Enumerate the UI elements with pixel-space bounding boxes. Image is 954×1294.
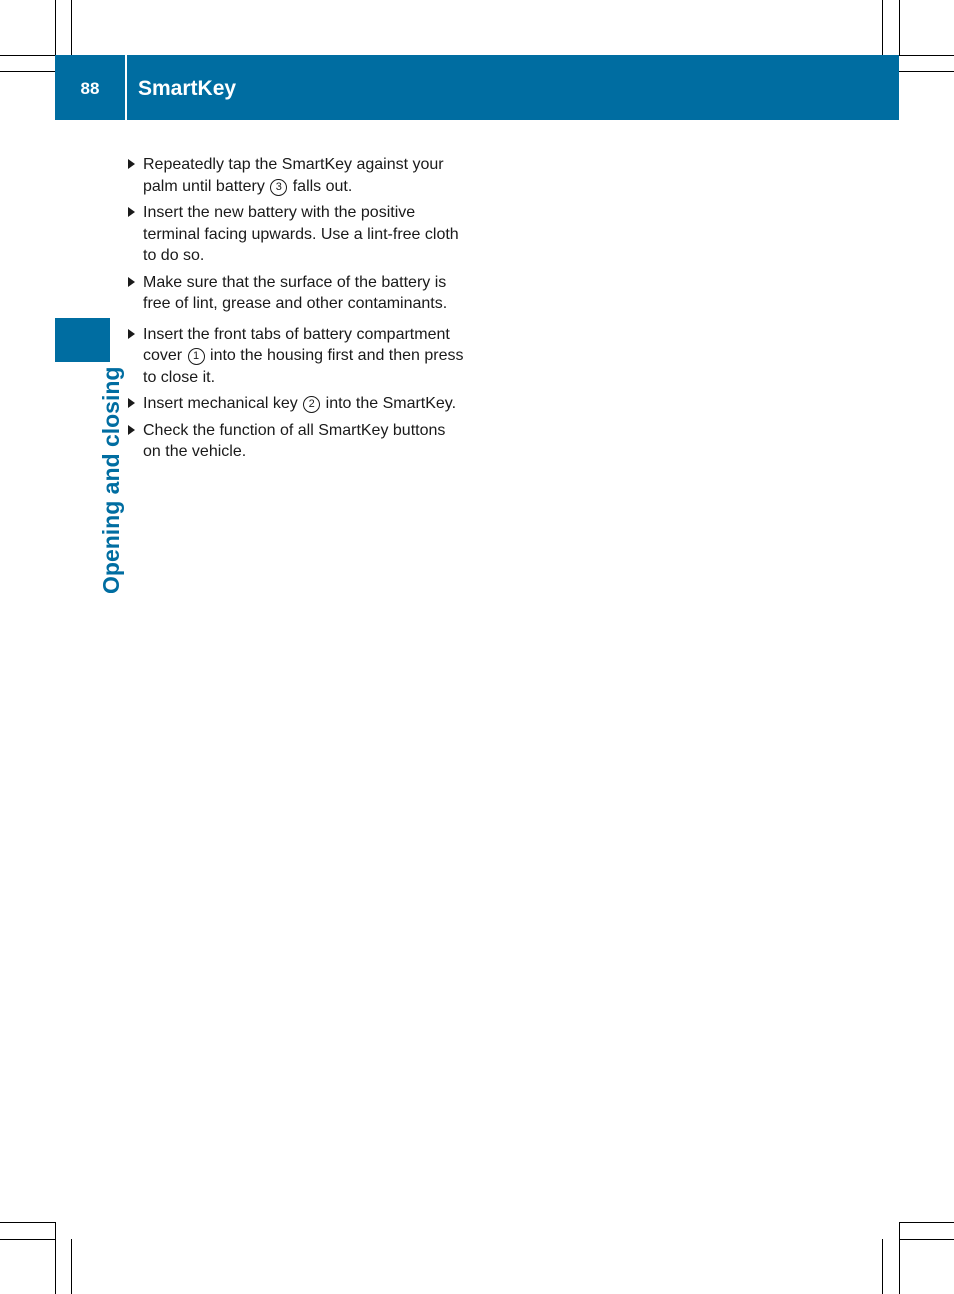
instruction-step bbox=[126, 393, 466, 415]
crop-mark-bottom-right-vertical-outer bbox=[899, 1222, 900, 1294]
instruction-step bbox=[126, 202, 466, 267]
play-triangle-icon bbox=[128, 277, 135, 287]
play-triangle-icon bbox=[128, 159, 135, 169]
play-triangle-icon bbox=[128, 398, 135, 408]
crop-mark-top-left-horizontal-outer bbox=[0, 55, 55, 56]
play-triangle-icon bbox=[128, 329, 135, 339]
instruction-step bbox=[126, 324, 466, 389]
callout-number-icon: 1 bbox=[188, 348, 205, 365]
page-header bbox=[55, 55, 899, 120]
crop-mark-top-left-vertical-outer bbox=[55, 0, 56, 55]
step-text: falls out. bbox=[288, 177, 353, 195]
crop-mark-top-right-vertical-inner bbox=[882, 0, 883, 55]
step-text: Insert the new battery with the positive terminal facing upwards. Use a lint-free cloth to do so. bbox=[143, 204, 459, 264]
crop-mark-bottom-left-horizontal-inner bbox=[0, 1239, 55, 1240]
crop-mark-top-right-horizontal-outer bbox=[899, 55, 954, 56]
instruction-list bbox=[126, 154, 466, 468]
crop-mark-bottom-right-horizontal-outer bbox=[899, 1222, 954, 1223]
crop-mark-bottom-left-vertical-outer bbox=[55, 1222, 56, 1294]
step-text: Make sure that the surface of the battery is free of lint, grease and other contaminants. bbox=[143, 273, 448, 312]
crop-mark-bottom-left-vertical-inner bbox=[71, 1239, 72, 1294]
chapter-title: Opening and closing bbox=[98, 366, 124, 594]
step-text: into the SmartKey. bbox=[321, 395, 457, 412]
instruction-step bbox=[126, 154, 466, 197]
crop-mark-bottom-right-horizontal-inner bbox=[899, 1239, 954, 1240]
step-text: Insert mechanical key bbox=[143, 395, 303, 412]
instruction-step bbox=[126, 420, 466, 463]
step-text: Insert the front tabs of battery compartment cover bbox=[143, 325, 450, 364]
crop-mark-bottom-right-vertical-inner bbox=[882, 1239, 883, 1294]
step-text: into the housing first and then press to close it. bbox=[143, 347, 464, 386]
callout-number-icon: 3 bbox=[270, 179, 287, 196]
page-number: 88 bbox=[80, 79, 100, 98]
callout-number-icon: 2 bbox=[303, 396, 320, 413]
step-text: Repeatedly tap the SmartKey against your palm until battery bbox=[143, 156, 444, 195]
crop-mark-top-right-horizontal-inner bbox=[899, 71, 954, 72]
instruction-step bbox=[126, 272, 466, 315]
crop-mark-top-left-vertical-inner bbox=[71, 0, 72, 55]
crop-mark-top-right-vertical-outer bbox=[899, 0, 900, 55]
play-triangle-icon bbox=[128, 425, 135, 435]
section-title: SmartKey bbox=[138, 77, 237, 100]
crop-mark-top-left-horizontal-inner bbox=[0, 71, 55, 72]
step-text: Check the function of all SmartKey buttons on the vehicle. bbox=[143, 421, 446, 460]
play-triangle-icon bbox=[128, 207, 135, 217]
chapter-tab-marker bbox=[55, 318, 110, 362]
header-divider bbox=[125, 55, 127, 120]
crop-mark-bottom-left-horizontal-outer bbox=[0, 1222, 55, 1223]
